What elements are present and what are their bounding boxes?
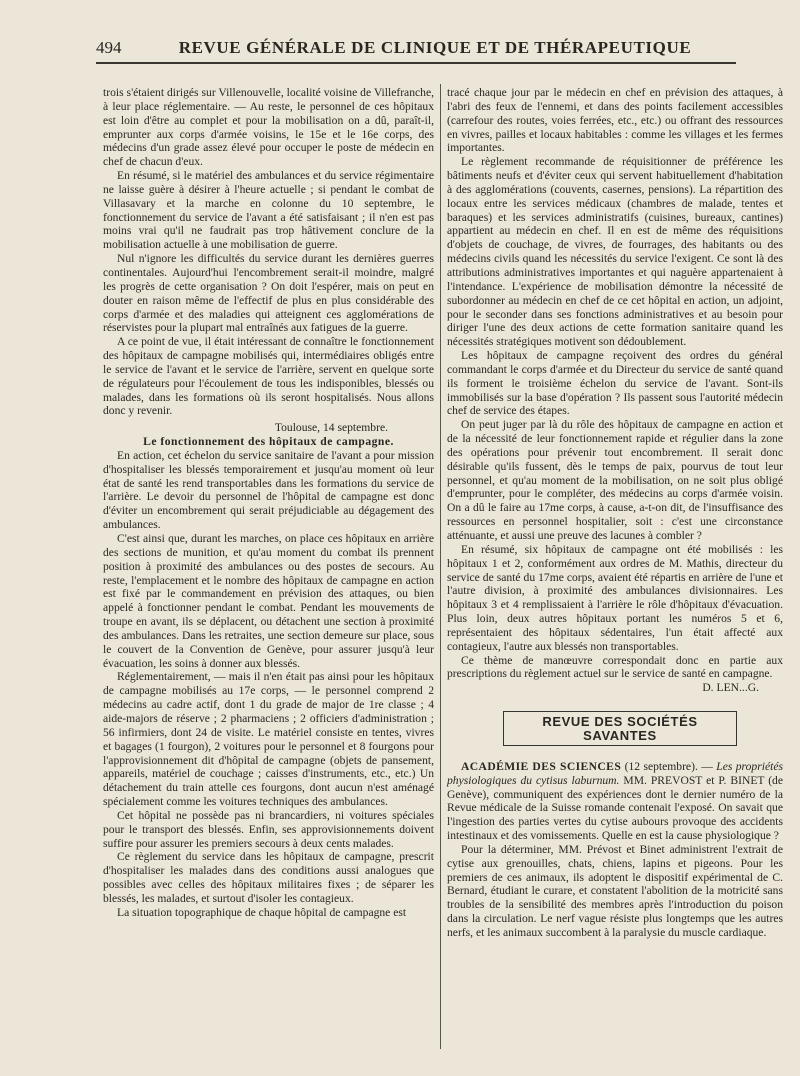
section-title-box: REVUE DES SOCIÉTÉS SAVANTES — [503, 711, 737, 746]
paragraph: Ce règlement du service dans les hôpitaux de campagne, prescrit d'hospitaliser les malades dans des conditions aussi analogues que possibles avec celles des hôpitaux militaires fixes ; de séparer les blessés, les malades, et surtout d'isoler les contagieux. — [103, 850, 434, 905]
paragraph: Le règlement recommande de réquisitionner de préférence les bâtiments neufs et d'éviter ceux qui servent habituellement d'habitation à des agglomérations (couvents, casernes, pensions). La répartition des locaux entre les services médicaux (chambres de malade, tentes et baraques) et les services administratifs (cuisines, bureaux, cantines) appartient au médecin en chef. Il en est de même des réquisitions d'objets de couchage, de vivres, de fourrages, des habitants ou des médecins civils quand les nécessités du service l'exigent. Ce sont là des attributions administratives importantes et qui naguère appartenaient à l'intendance. L'expérience de mobilisation démontre la nécessité de subordonner au médecin en chef de ce cet hôpital en action, un adjoint, pour le seconder dans ses fonctions administratives et au besoin pour diriger l'une des deux actions de cette formation sanitaire quand les nécessités stratégiques motivent son dédoublement. — [447, 155, 783, 349]
paragraph: On peut juger par là du rôle des hôpitaux de campagne en action et de la nécessité de leur fonctionnement rapide et régulier dans la zone des opérations pour prévenir tout encombrement. Il serait donc désirable qu'ils fussent, dès le temps de paix, pourvus de tout leur personnel, et qu'au moment de la mobilisation, on ne soit plus obligé d'emprunter, pour le compléter, des médecins au corps d'armée voisin. On a dû le faire au 17me corps, à cause, a-t-on dit, de l'insuffisance des ressources en personnel hospitalier, soit : c'est une circonstance atténuante, et aussi une preuve des lacunes à combler ? — [447, 418, 783, 542]
paragraph: Les hôpitaux de campagne reçoivent des ordres du général commandant le corps d'armée et du Directeur du service de santé quand ils forment le troisième échelon du service de l'avant. Sont-ils immobilisés sur la base d'opération ? Ils passent sous l'autorité médecin chef de service des étapes. — [447, 349, 783, 418]
signature: D. LEN...G. — [702, 681, 759, 695]
paragraph: En action, cet échelon du service sanitaire de l'avant a pour mission d'hospitaliser les blessés temporairement et jusqu'au moment où leur état de santé les rend transportables dans les formations du service de l'arrière. Le devoir du personnel de l'hôpital de campagne est donc d'éviter un encombrement qui serait préjudiciable au dégagement des ambulances. — [103, 448, 434, 532]
paragraph: Cet hôpital ne possède pas ni brancardiers, ni voitures spéciales pour le transport des blessés. Enfin, ses approvisionnements doivent suffire pour assurer les premiers secours à deux cents malades. — [103, 808, 434, 850]
left-column — [103, 86, 434, 920]
academy-topic: Les propriétés physiologiques du cytisus laburnum. — [447, 759, 783, 787]
dateline: Toulouse, 14 septembre. — [274, 421, 388, 435]
running-header — [96, 38, 736, 64]
academy-date: (12 septembre). — — [624, 759, 713, 773]
header-rule — [96, 62, 736, 64]
paragraph: Nul n'ignore les difficultés du service durant les dernières guerres continentales. Aujourd'hui l'encombrement serait-il moindre, malgré les progrès de cette organisation ? On doit l'espérer, mais on peut en douter en raison même de l'effectif de plus en plus considérable des corps d'armée et des maladies qui atteignent ces agglomérations de réservistes pour la plupart mal entraînés aux fatigues de la guerre. — [103, 252, 434, 335]
paragraph: Réglementairement, — mais il n'en était pas ainsi pour les hôpitaux de campagne mobilisés au 17e corps, — le personnel comprend 2 médecins au cadre actif, dont 1 du grade de major de 1re classe ; 4 aide-majors de réserve ; 2 pharmaciens ; 2 officiers d'administration ; 56 infirmiers, dont 24 de visite. Le matériel consiste en tentes, vivres et bagages (1 fourgon), 2 voitures pour le personnel et 8 fourgons pour l'approvisionnement dit d'hôpital de campagne (objets de pansement, appareils, matériel de couchage ; caisses d'instruments, etc., etc.) Un détachement du train attelle ces fourgons, dont aucun n'est aménagé spécialement comme les voitures techniques des ambulances. — [103, 670, 434, 809]
paragraph: Pour la déterminer, MM. Prévost et Binet administrent l'extrait de cytise aux grenouilles, chats, chiens, lapins et pigeons. Pour les premiers de ces animaux, ils adoptent le dispositif expérimental de C. Bernard, étudiant le curare, et constatent l'abolition de la motricité sans troubles de la sensibilité des membres après l'introduction du poison dans la circulation. Le nerf vague résiste plus longtemps que les autres nerfs, et les animaux succombent à la paralysie du muscle cardiaque. — [447, 842, 783, 939]
page-number: 494 — [96, 38, 122, 57]
paragraph: tracé chaque jour par le médecin en chef en prévision des attaques, à l'abri des feux de l'ennemi, et dans des points facilement accessibles (carrefour des routes, voies ferrées, etc., etc.) ou offrant des ressources en vivres, pailles et locaux habitables : comme les villages et les fermes importantes. — [447, 86, 783, 155]
section-subheading: Le fonctionnement des hôpitaux de campagne. — [143, 435, 394, 449]
academy-text: MM. PREVOST et P. BINET (de Genève), communiquent des expériences dont le dernier numéro de la Revue médicale de la Suisse romande contenait l'exposé. On savait que l'ingestion des parties vertes du cytise aubours provoque des accidents intestinaux et des vomissements. Quelle en est la cause physiologique ? — [447, 773, 783, 843]
paragraph: Ce thème de manœuvre correspondait donc en partie aux prescriptions du règlement actuel sur le service de santé en campagne. — [447, 653, 783, 681]
running-title: REVUE GÉNÉRALE DE CLINIQUE ET DE THÉRAPEUTIQUE — [178, 38, 692, 57]
academy-paragraph — [447, 760, 783, 843]
paragraph: En résumé, six hôpitaux de campagne ont été mobilisés : les hôpitaux 1 et 2, conformément aux ordres de M. Mathis, directeur du service de santé du 17me corps, avaient été répartis en arrière de l'une et l'autre division, à proximité des ambulances divisionnaires. Les hôpitaux 3 et 4 remplissaient à l'arrière le rôle d'hôpitaux d'évacuation. Plus loin, deux autres hôpitaux portant les numéros 5 et 6, représentaient des hôpitaux sédentaires, l'un était affecté aux contagieux, l'autre aux blessés non transportables. — [447, 542, 783, 653]
paragraph: En résumé, si le matériel des ambulances et du service régimentaire ne laisse guère à désirer à l'heure actuelle ; si pendant le combat de Villasavary et la marche en colonne du 10 septembre, le fonctionnement du service de l'avant a été satisfaisant ; il n'en est pas moins vrai qu'il ne faudrait pas trop hâtivement conclure de la mobilisation actuelle à une mobilisation de guerre. — [103, 169, 434, 252]
right-column — [447, 86, 783, 940]
academy-heading: ACADÉMIE DES SCIENCES — [461, 759, 622, 773]
paragraph: A ce point de vue, il était intéressant de connaître le fonctionnement des hôpitaux de campagne mobilisés qui, intermédiaires obligés entre le service de l'avant et le service de l'arrière, servent en quelque sorte de régulateurs pour l'écoulement de tous les indisponibles, blessés ou malades, dans les formations où ils seront hospitalisés. Nous allons donc y revenir. — [103, 335, 434, 418]
paragraph: trois s'étaient dirigés sur Villenouvelle, localité voisine de Villefranche, à leur place réglementaire. — Au reste, le personnel de ces hôpitaux est loin d'être au complet et pour la mobilisation on a dû, paraît-il, emprunter aux corps d'armée voisins, le 15e et le 16e corps, des médecins d'un grade assez élevé pour occuper le poste de médecin en chef de chacun d'eux. — [103, 86, 434, 169]
paragraph: C'est ainsi que, durant les marches, on place ces hôpitaux en arrière des sections de munition, et qu'au moment du combat ils prennent position à proximité des ambulances ou des postes de secours. Au reste, l'emplacement et le nombre des hôpitaux de campagne en action est fixé par le commandement en prévision des attaques, ou bien appelé à fonctionner pendant le combat. Pendant les mouvements de troupe en avant, ils se déplacent, ou détachent une section à proximité des ambulances. Dans les retraites, une section demeure sur place, sous le couvert de la Convention de Genève, pour assurer jusqu'à leur évacuation, les soins à donner aux blessés. — [103, 532, 434, 670]
paragraph: La situation topographique de chaque hôpital de campagne est — [117, 905, 407, 919]
column-divider — [440, 84, 441, 1049]
